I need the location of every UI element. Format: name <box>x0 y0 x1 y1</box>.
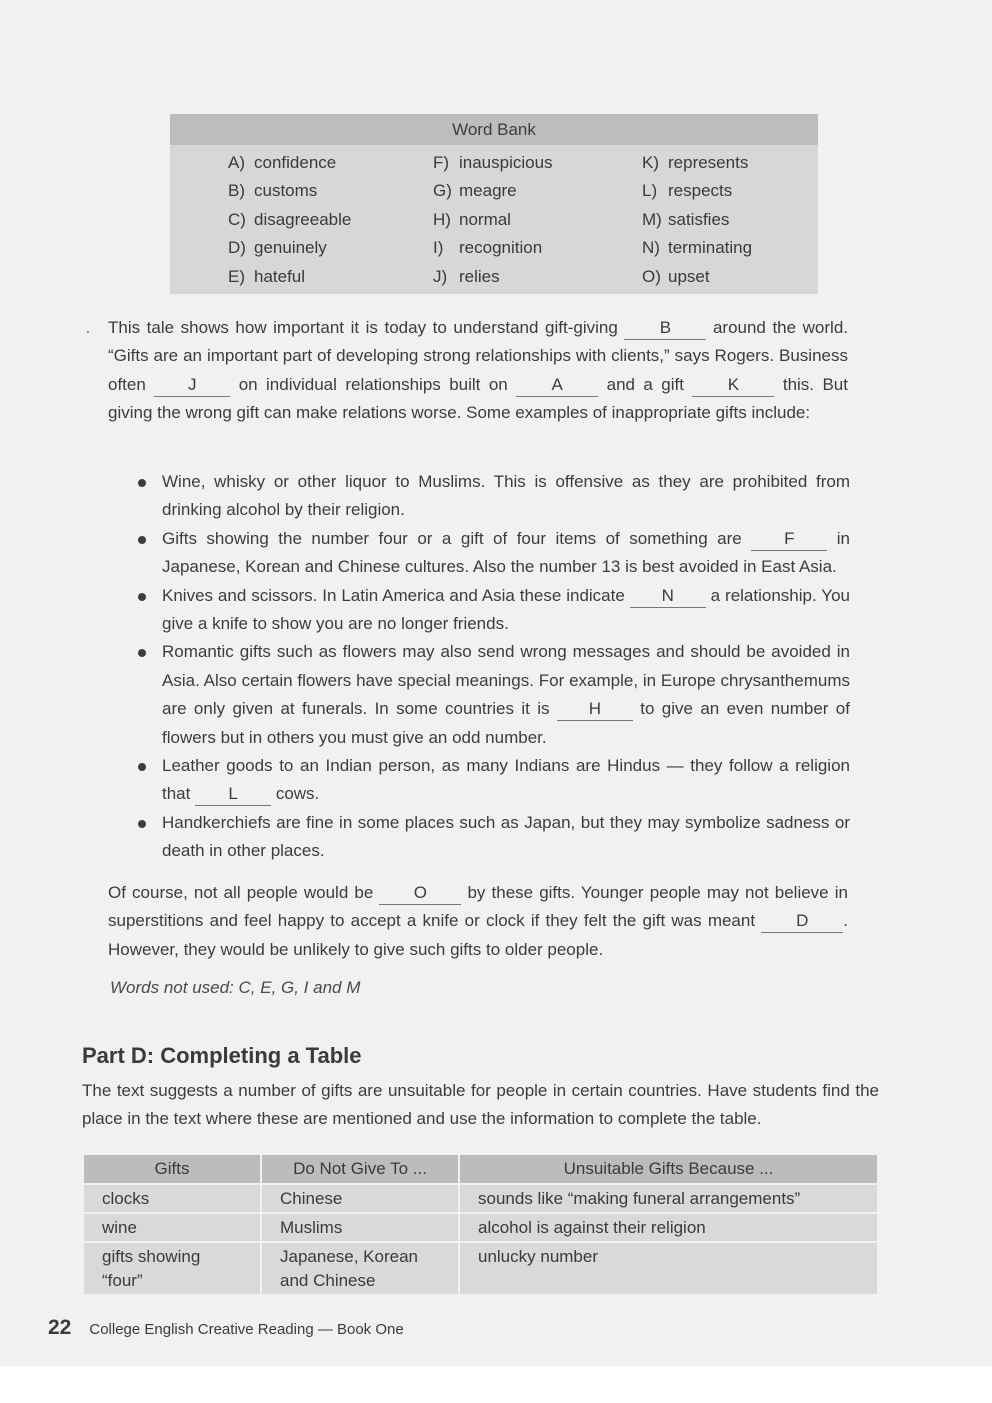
item-letter: M) <box>642 209 662 229</box>
passage-text: by these gifts. Younger people may not believe in superstitions and feel happy to accept a knife or clock if they felt the gift was meant <box>108 883 848 931</box>
word-bank-title: Word Bank <box>170 114 818 145</box>
item-letter: H) <box>433 209 451 229</box>
item-letter: L) <box>642 181 658 201</box>
item-word: genuinely <box>254 238 327 258</box>
list-item-text: cows. <box>275 784 320 804</box>
word-bank-item <box>642 177 752 205</box>
item-letter: I) <box>433 238 444 258</box>
table-row <box>83 1213 878 1242</box>
word-bank-item <box>433 234 553 262</box>
word-bank-column-3 <box>642 149 752 291</box>
word-bank-item <box>433 149 553 177</box>
item-word: hateful <box>254 266 306 286</box>
answer-blank: F <box>751 528 827 551</box>
word-bank <box>170 114 818 294</box>
item-letter: J) <box>433 266 448 286</box>
item-letter: F) <box>433 153 450 172</box>
section-intro: The text suggests a number of gifts are unsuitable for people in certain countries. Have students find the place in the text where these are mentioned and use the information to complete the table. <box>82 1081 879 1129</box>
item-word: represents <box>668 153 749 172</box>
answer-blank: K <box>692 374 774 397</box>
word-bank-item <box>433 263 553 291</box>
table-cell: clocks <box>83 1184 261 1213</box>
word-bank-item <box>228 177 351 205</box>
inappropriate-gifts-list <box>136 468 850 866</box>
table-header-row <box>83 1154 878 1184</box>
word-bank-item <box>433 177 553 205</box>
table-cell: wine <box>83 1213 261 1242</box>
gifts-table <box>82 1153 879 1296</box>
word-bank-item <box>433 206 553 234</box>
column-header: Unsuitable Gifts Because ... <box>459 1154 878 1184</box>
item-letter: N) <box>642 238 660 258</box>
list-item <box>136 638 850 752</box>
passage-text: and a gift <box>606 374 684 394</box>
passage-paragraph-2 <box>108 879 848 964</box>
passage-text: This tale shows how important it is today to understand gift-giving <box>108 318 618 337</box>
answer-blank: O <box>379 882 461 905</box>
item-word: disagreeable <box>254 209 352 229</box>
item-word: satisfies <box>668 209 730 229</box>
answer-blank: D <box>761 910 843 933</box>
item-letter: A) <box>228 153 245 172</box>
table-cell: Muslims <box>261 1213 459 1242</box>
list-item-text: in Japanese, Korean and Chinese cultures. Also the number 13 is best avoided in East Asia. <box>162 528 850 577</box>
item-letter: O) <box>642 266 661 286</box>
answer-blank: A <box>516 374 598 397</box>
item-word: meagre <box>459 181 517 201</box>
passage-paragraph-1 <box>86 314 848 428</box>
item-letter: B) <box>228 181 245 201</box>
list-item <box>136 752 850 809</box>
item-word: upset <box>668 266 710 286</box>
item-word: relies <box>459 266 500 286</box>
list-item-text: Leather goods to an Indian person, as many Indians are Hindus — they follow a religion that <box>162 756 850 804</box>
item-word: respects <box>668 181 733 201</box>
word-bank-item <box>642 149 752 177</box>
answer-blank: J <box>154 374 230 397</box>
item-word: confidence <box>254 153 337 172</box>
word-bank-column-2 <box>433 149 553 291</box>
passage-text: . However, they would be unlikely to give such gifts to older people. <box>108 911 848 959</box>
passage-text: this. But giving the wrong gift can make relations worse. Some examples of inappropriate gifts include: <box>108 374 848 423</box>
table-cell: gifts showing “four” <box>83 1242 261 1295</box>
list-item <box>136 809 850 866</box>
page-footer <box>48 1316 404 1340</box>
column-header: Do Not Give To ... <box>261 1154 459 1184</box>
table-row <box>83 1184 878 1213</box>
column-header: Gifts <box>83 1154 261 1184</box>
item-word: terminating <box>668 238 753 258</box>
word-bank-item <box>642 263 752 291</box>
stray-dot: . <box>86 320 90 336</box>
answer-blank: L <box>195 783 271 806</box>
list-item-text: Knives and scissors. In Latin America and Asia these indicate <box>162 585 625 605</box>
list-item <box>136 525 850 582</box>
list-item-text: Handkerchiefs are fine in some places such as Japan, but they may symbolize sadness or death in other places. <box>162 812 850 861</box>
book-title: College English Creative Reading — Book One <box>89 1321 404 1338</box>
item-word: inauspicious <box>459 153 553 172</box>
table-cell: sounds like “making funeral arrangements” <box>459 1184 878 1213</box>
passage-text: Of course, not all people would be <box>108 883 374 902</box>
table-cell: Chinese <box>261 1184 459 1213</box>
table-row <box>83 1242 878 1295</box>
answer-blank: N <box>630 585 706 608</box>
list-item <box>136 582 850 639</box>
item-letter: K) <box>642 153 659 172</box>
page-bottom-margin <box>0 1366 992 1403</box>
word-bank-item <box>228 234 351 262</box>
words-not-used-note: Words not used: C, E, G, I and M <box>110 978 361 997</box>
item-letter: G) <box>433 181 452 201</box>
table-cell: alcohol is against their religion <box>459 1213 878 1242</box>
passage-text: around the world. “Gifts are an important part of developing strong relationships with clients,” says Rogers. Business often <box>108 318 848 394</box>
word-bank-item <box>642 234 752 262</box>
list-item-text: a relationship. You give a knife to show you are no longer friends. <box>162 585 850 634</box>
item-letter: D) <box>228 238 246 258</box>
table-cell: Japanese, Korean and Chinese <box>261 1242 459 1295</box>
section-heading: Part D: Completing a Table <box>82 1043 362 1068</box>
list-item-text: Romantic gifts such as flowers may also send wrong messages and should be avoided in Asia. Also certain flowers have special meanings. For example, in Europe chrysanthemums are only given at funerals. In some countries it is <box>162 642 850 719</box>
answer-blank: H <box>557 698 633 721</box>
list-item-text: Wine, whisky or other liquor to Muslims. This is offensive as they are prohibited from drinking alcohol by their religion. <box>162 472 850 520</box>
item-word: customs <box>254 181 318 201</box>
word-bank-column-1 <box>228 149 351 291</box>
list-item-text: Gifts showing the number four or a gift of four items of something are <box>162 528 742 548</box>
item-letter: C) <box>228 209 246 229</box>
passage-text: on individual relationships built on <box>238 374 508 394</box>
list-item <box>136 468 850 525</box>
word-bank-item <box>228 263 351 291</box>
word-bank-item <box>642 206 752 234</box>
table-cell: unlucky number <box>459 1242 878 1295</box>
page-number: 22 <box>48 1316 72 1339</box>
item-letter: E) <box>228 266 245 286</box>
item-word: recognition <box>459 238 543 258</box>
list-item-text: to give an even number of flowers but in others you must give an odd number. <box>162 699 850 747</box>
word-bank-item <box>228 149 351 177</box>
answer-blank: B <box>624 317 706 340</box>
word-bank-item <box>228 206 351 234</box>
item-word: normal <box>459 209 511 229</box>
